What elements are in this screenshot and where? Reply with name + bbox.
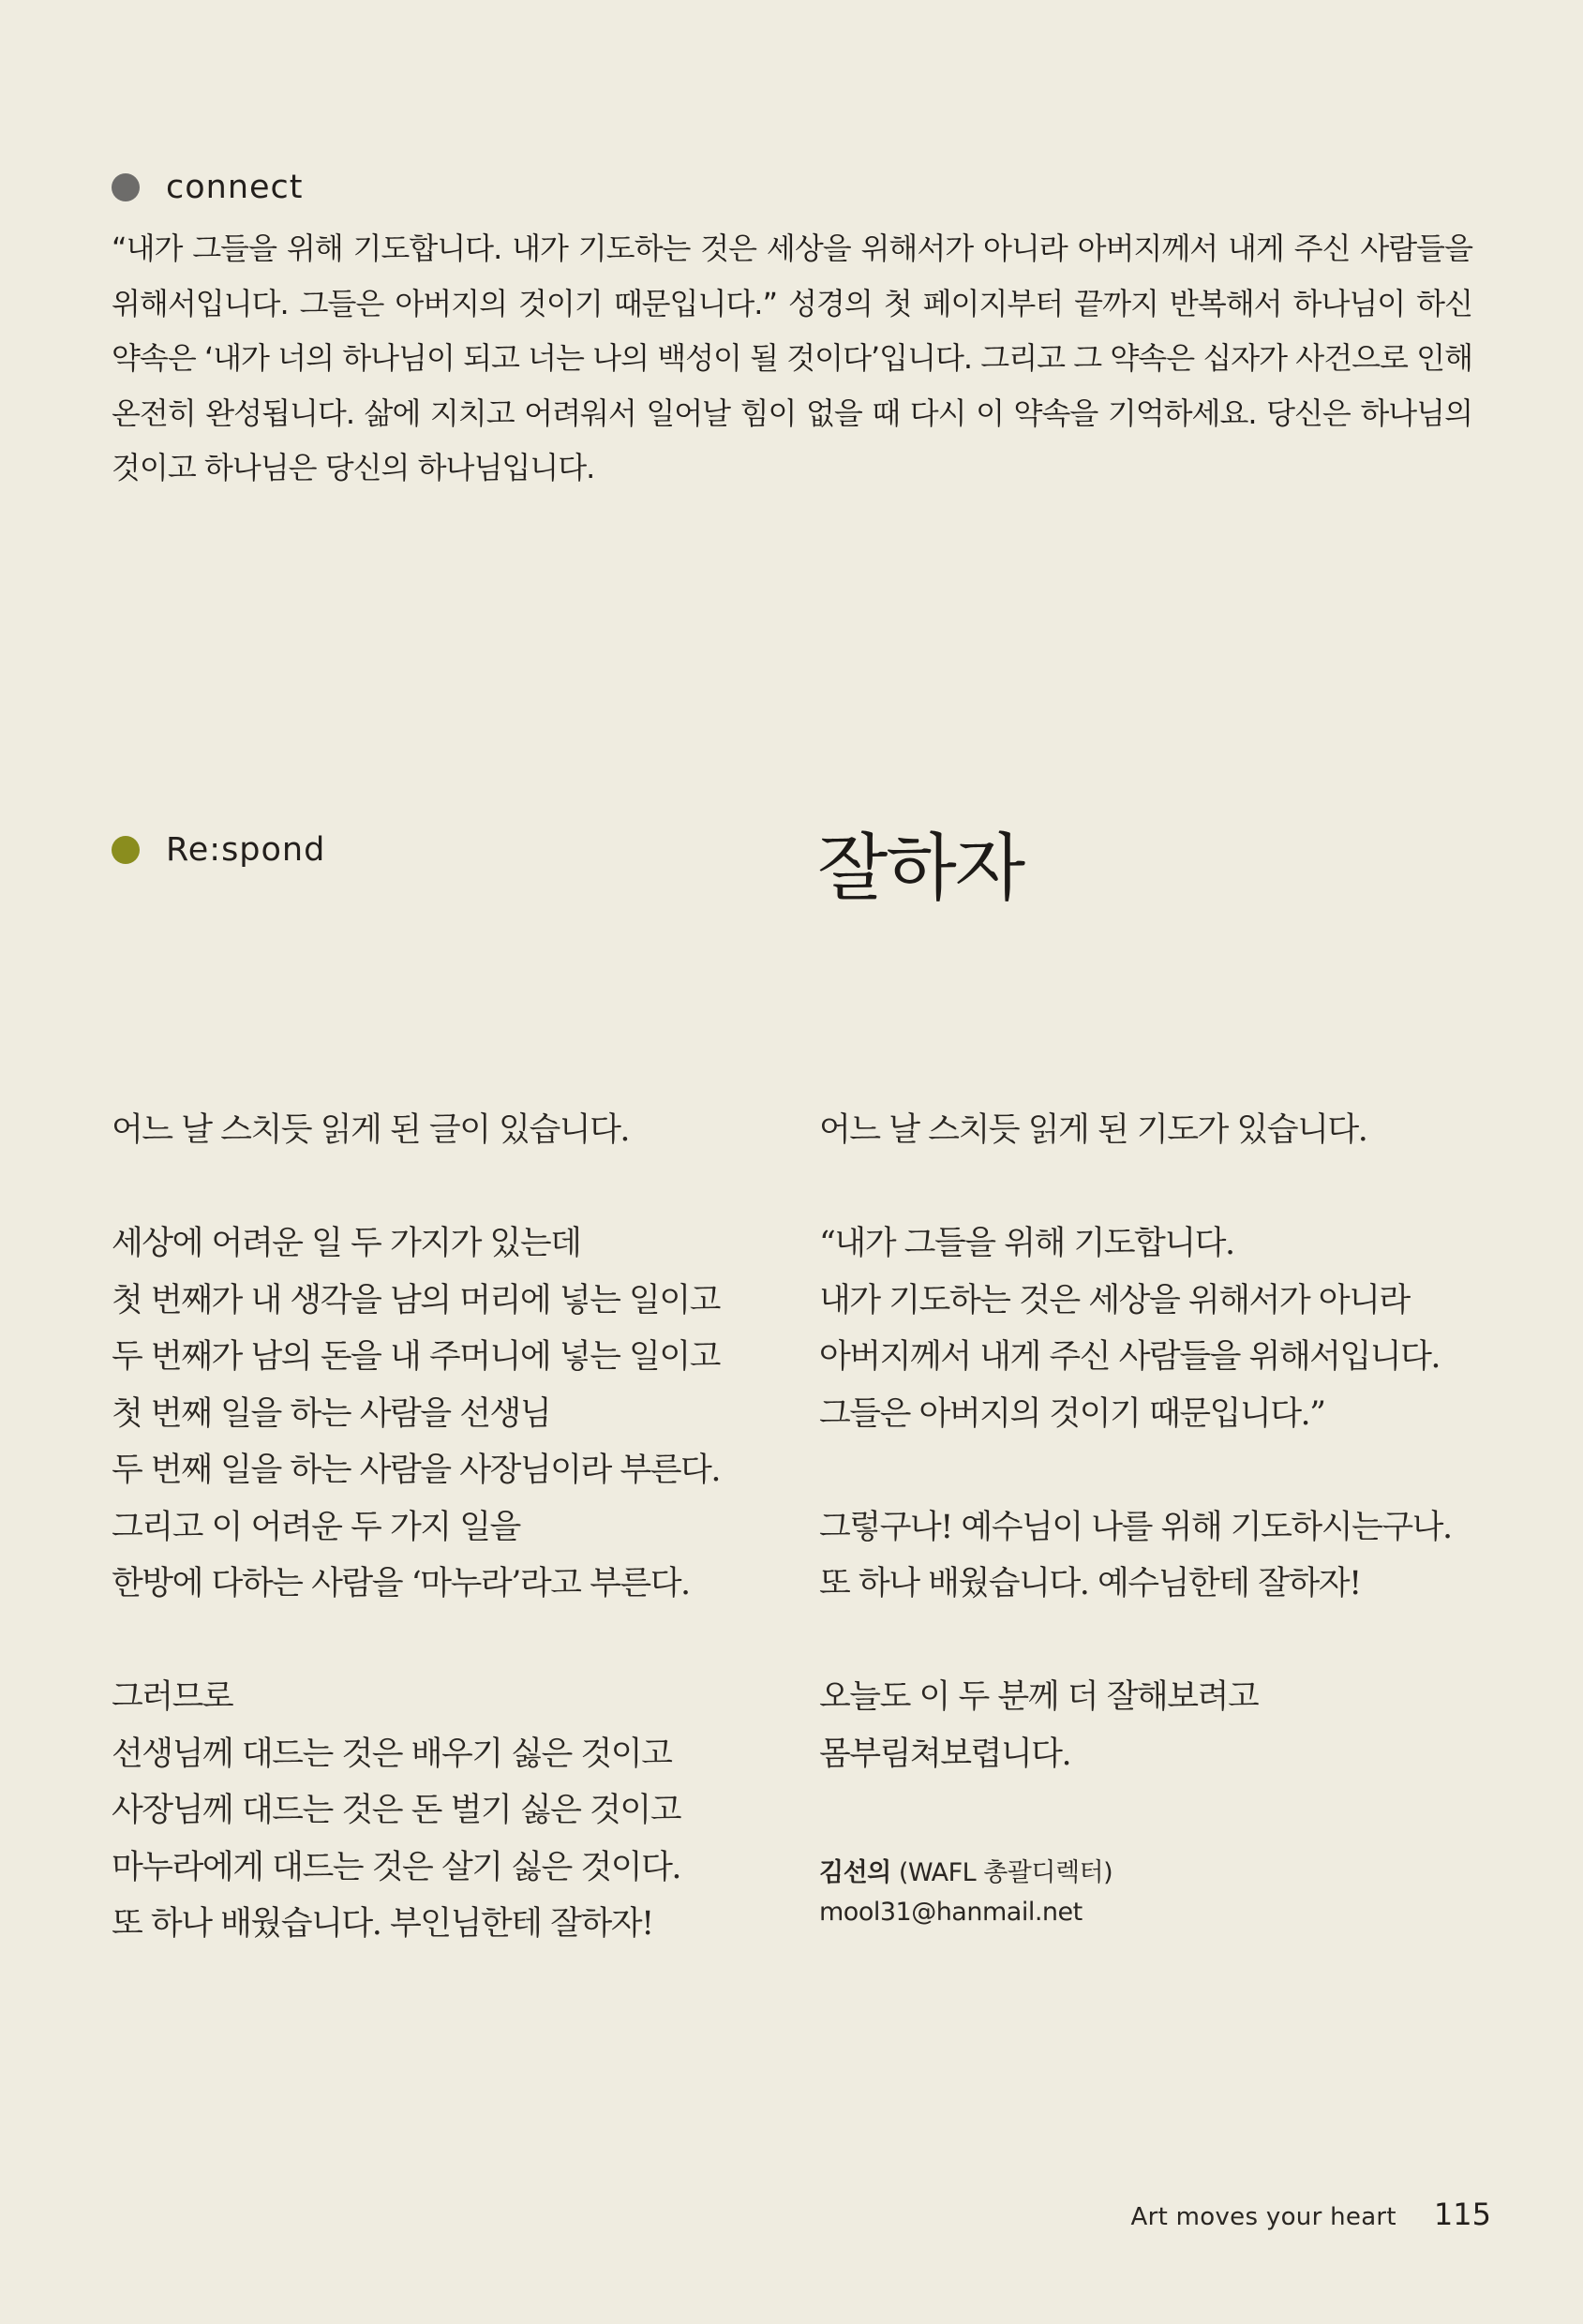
author-email: mool31@hanmail.net xyxy=(819,1898,1083,1927)
poem-line: 두 번째가 남의 돈을 내 주머니에 넣는 일이고 xyxy=(112,1338,720,1376)
footer-slogan: Art moves your heart xyxy=(1130,2203,1396,2231)
poem-line: 그렇구나! 예수님이 나를 위해 기도하시는구나. xyxy=(819,1508,1452,1546)
connect-paragraph-text: “내가 그들을 위해 기도합니다. 내가 기도하는 것은 세상을 위해서가 아니라 아버지께서 내게 주신 사람들을 위해서입니다. 그들은 아버지의 것이기 때문입니다.” 성경의 첫 페이지부터 끝까지 반복해서 하나님이 하신 약속은 ‘내가 너의 하나님이 되고 너는 나의 백성이 될 것이다’입니다. 그리고 그 약속은 십자가 사건으로 인해 온전히 완성됩니다. 삶에 지치고 어려워서 일어날 힘이 없을 때 다시 이 약속을 기억하세요. 당신은 하나님의 것이고 하나님은 당신의 하나님입니다. xyxy=(112,231,1472,485)
poem-line: 아버지께서 내게 주신 사람들을 위해서입니다. xyxy=(819,1338,1441,1376)
respond-header xyxy=(112,831,325,869)
page-footer xyxy=(1131,2197,1491,2232)
connect-paragraph xyxy=(112,221,1472,496)
poem-line: 몸부림쳐보렵니다. xyxy=(819,1735,1071,1773)
poem-line: 선생님께 대드는 것은 배우기 싫은 것이고 xyxy=(112,1735,672,1773)
poem-line: 첫 번째 일을 하는 사람을 선생님 xyxy=(112,1394,551,1433)
poem-line: 세상에 어려운 일 두 가지가 있는데 xyxy=(112,1225,581,1262)
respond-label: Re:spond xyxy=(166,831,326,869)
poem-line: 그러므로 xyxy=(112,1678,233,1716)
stanza-break xyxy=(819,1159,1452,1216)
article-title: 잘하자 xyxy=(817,827,1024,911)
poem-line: 내가 기도하는 것은 세상을 위해서가 아니라 xyxy=(819,1281,1410,1319)
right-column-text xyxy=(819,1102,1452,1782)
poem-line: 두 번째 일을 하는 사람을 사장님이라 부른다. xyxy=(112,1452,720,1489)
stanza-break xyxy=(819,1613,1452,1670)
poem-line: 어느 날 스치듯 읽게 된 기도가 있습니다. xyxy=(819,1111,1367,1149)
poem-line: 오늘도 이 두 분께 더 잘해보려고 xyxy=(819,1678,1259,1716)
author-name: 김선의 xyxy=(819,1858,891,1887)
poem-line: 한방에 다하는 사람을 ‘마누라’라고 부른다. xyxy=(112,1565,690,1602)
stanza-break xyxy=(112,1159,720,1216)
left-column-text xyxy=(112,1102,720,1953)
page-number: 115 xyxy=(1433,2197,1491,2232)
poem-line: 또 하나 배웠습니다. 예수님한테 잘하자! xyxy=(819,1565,1361,1602)
poem-line: 어느 날 스치듯 읽게 된 글이 있습니다. xyxy=(112,1111,630,1149)
poem-line: 그들은 아버지의 것이기 때문입니다.” xyxy=(819,1394,1325,1433)
poem-line: 첫 번째가 내 생각을 남의 머리에 넣는 일이고 xyxy=(112,1281,720,1319)
poem-line: 사장님께 대드는 것은 돈 벌기 싫은 것이고 xyxy=(112,1792,681,1829)
connect-label: connect xyxy=(166,169,304,206)
poem-line: 그리고 이 어려운 두 가지 일을 xyxy=(112,1508,520,1546)
author-line xyxy=(819,1854,1113,1893)
author-block xyxy=(819,1854,1113,1932)
respond-bullet-dot xyxy=(112,836,140,864)
connect-bullet-dot xyxy=(112,173,140,201)
connect-header xyxy=(112,169,304,206)
stanza-break xyxy=(112,1613,720,1670)
author-role: (WAFL 총괄디렉터) xyxy=(898,1858,1113,1887)
poem-line: “내가 그들을 위해 기도합니다. xyxy=(819,1225,1234,1262)
poem-line: 또 하나 배웠습니다. 부인님한테 잘하자! xyxy=(112,1905,653,1943)
poem-line: 마누라에게 대드는 것은 살기 싫은 것이다. xyxy=(112,1848,681,1886)
stanza-break xyxy=(819,1442,1452,1499)
